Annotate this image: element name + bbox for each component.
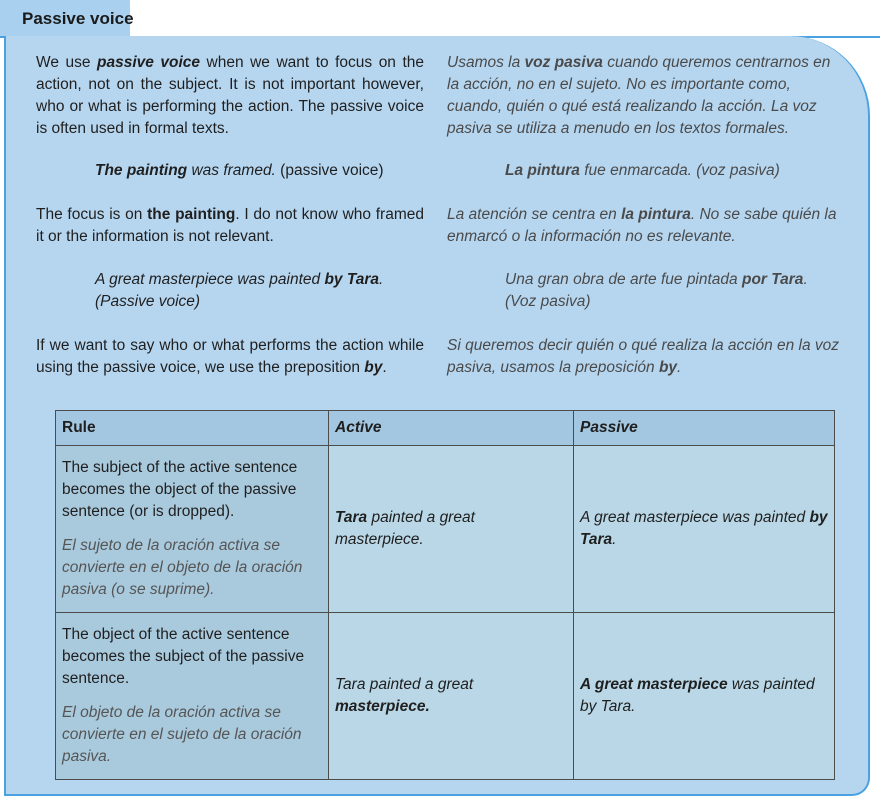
rule-cell: The subject of the active sentence becomes the object of the passive sentence (or is dropped). El sujeto de la oración activa se convierte en el objeto de la oración pasiva (o se suprime).: [56, 446, 329, 613]
section-title: Passive voice: [22, 9, 134, 28]
header-rule: Rule: [56, 411, 329, 446]
example-2-en: A great masterpiece was painted by Tara. (Passive voice): [95, 271, 384, 310]
passive-cell: A great masterpiece was painted by Tara.: [574, 613, 835, 780]
by-paragraph-es: Si queremos decir quién o qué realiza la acción en la voz pasiva, usamos la preposición by.: [447, 337, 840, 376]
rules-table: [55, 410, 835, 780]
intro-paragraph-en: We use passive voice when we want to focus on the action, not on the subject. It is not important however, who or what is performing the action. The passive voice is often used in formal texts.: [36, 54, 424, 137]
rule-cell: The object of the active sentence becomes the subject of the passive sentence. El objeto de la oración activa se convierte en el sujeto de la oración pasiva.: [56, 613, 329, 780]
table-row: [56, 446, 835, 613]
focus-paragraph-en: The focus is on the painting. I do not know who framed it or the information is not relevant.: [36, 206, 424, 245]
active-cell: Tara painted a great masterpiece.: [329, 613, 574, 780]
intro-paragraph-es: Usamos la voz pasiva cuando queremos centrarnos en la acción, no en el sujeto. No es importante como, cuando, quién o qué está realizando la acción. La voz pasiva se utiliza a menudo en los textos formales.: [447, 54, 831, 137]
example-1-es: La pintura fue enmarcada. (voz pasiva): [505, 162, 780, 179]
passive-cell: A great masterpiece was painted by Tara.: [574, 446, 835, 613]
by-paragraph-en: If we want to say who or what performs the action while using the passive voice, we use the preposition by.: [36, 337, 424, 376]
example-1-en: The painting was framed. (passive voice): [95, 162, 384, 179]
header-passive: Passive: [574, 411, 835, 446]
table-row: [56, 613, 835, 780]
header-tab: [0, 0, 880, 38]
active-cell: Tara painted a great masterpiece.: [329, 446, 574, 613]
table-header-row: [56, 411, 835, 446]
example-2-es: Una gran obra de arte fue pintada por Tara. (Voz pasiva): [505, 271, 808, 310]
focus-paragraph-es: La atención se centra en la pintura. No se sabe quién la enmarcó o la información no es relevante.: [447, 206, 837, 245]
header-active: Active: [329, 411, 574, 446]
